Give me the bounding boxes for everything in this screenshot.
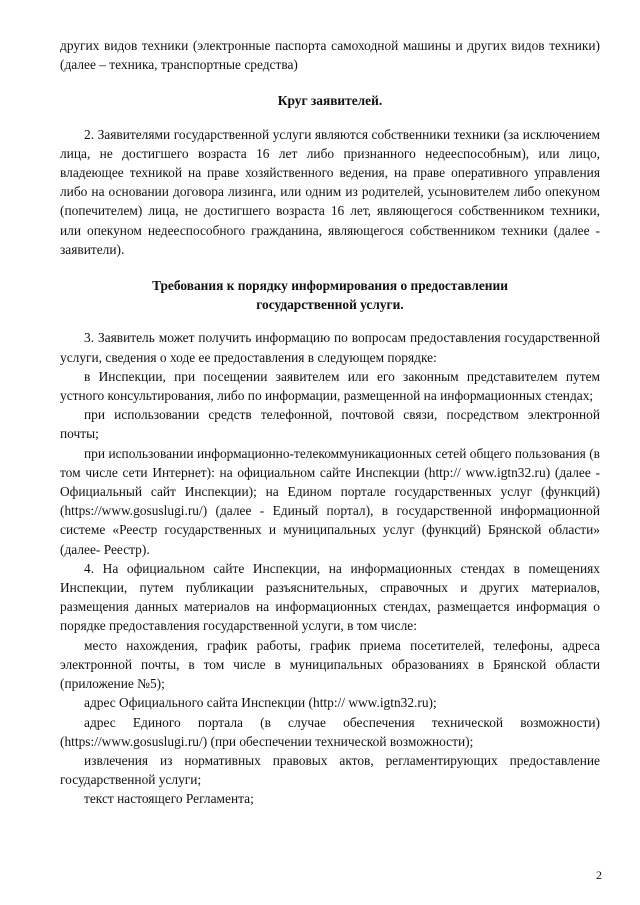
list-item-phone-mail: при использовании средств телефонной, почтовой связи, посредством электронной почты; bbox=[60, 407, 600, 442]
section-heading-information-line2: государственной услуги. bbox=[256, 297, 404, 313]
page-number: 2 bbox=[596, 868, 602, 882]
section-heading-information-line1: Требования к порядку информирования о предоставлении bbox=[152, 278, 508, 294]
section-heading-applicants: Круг заявителей. bbox=[277, 93, 383, 109]
paragraph-4: 4. На официальном сайте Инспекции, на информационных стендах в помещениях Инспекции, путем публикации разъяснительных, справочных и других материалов, размещения данных материалов на информационных стендах, размещается информация о порядке предоставления государственной услуги, в том числе: bbox=[60, 560, 600, 634]
paragraph-2: 2. Заявителями государственной услуги являются собственники техники (за исключением лица, не достигшего возраста 16 лет либо признанного недееспособным), или лицо, владеющее техникой на праве хозяйственного ведения, на праве оперативного управления либо на основании договора лизинга, или одним из родителей, усыновителем либо опекуном (попечителем) лица, не достигшего возраста 16 лет, являющегося собственником техники, или опекуном недееспособного гражданина, являющегося собственником техники (далее - заявители). bbox=[60, 126, 600, 257]
list-item-regulation-text: текст настоящего Регламента; bbox=[84, 791, 254, 807]
list-item-legal-extracts: извлечения из нормативных правовых актов, регламентирующих предоставление государственной услуги; bbox=[60, 752, 600, 788]
list-item-inspection: в Инспекции, при посещении заявителем или его законным представителем путем устного консультирования, либо по информации, размещенной на информационных стендах; bbox=[60, 368, 600, 404]
list-item-internet: при использовании информационно-телекоммуникационных сетей общего пользования (в том числе сети Интернет): на официальном сайте Инспекции (http:// www.igtn32.ru) (далее - Официальный сайт Инспекции); на Едином портале государственных услуг (функций) (https://www.gosuslugi.ru/) (далее - Единый портал), в государственной информационной системе «Реестр государственных и муниципальных услуг (функций) Брянской области» (далее- Реестр). bbox=[60, 445, 600, 557]
list-item-portal-address: адрес Единого портала (в случае обеспечения технической возможности) (https://www.gosuslugi.ru/) (при обеспечении технической возможности); bbox=[60, 714, 600, 749]
list-item-site-address: адрес Официального сайта Инспекции (http:// www.igtn32.ru); bbox=[84, 695, 437, 711]
page-content bbox=[60, 36, 600, 809]
paragraph-continuation: других видов техники (электронные паспорта самоходной машины и других видов техники) (далее – техника, транспортные средства) bbox=[60, 38, 600, 73]
paragraph-3: 3. Заявитель может получить информацию по вопросам предоставления государственной услуги, сведения о ходе ее предоставления в следующем порядке: bbox=[60, 330, 600, 365]
list-item-location: место нахождения, график работы, график приема посетителей, телефоны, адреса электронной почты, в том числе в муниципальных образованиях в Брянской области (приложение №5); bbox=[60, 637, 600, 692]
